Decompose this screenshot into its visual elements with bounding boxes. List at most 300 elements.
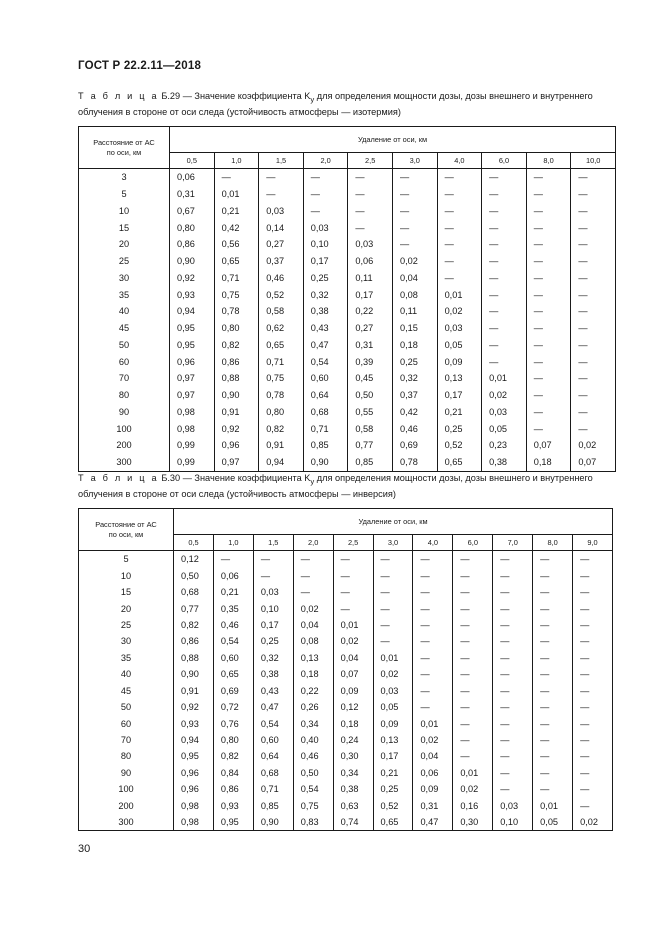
- t30-value-cell: 0,21: [213, 584, 253, 600]
- t29-row: [79, 353, 616, 370]
- t29-value-cell: —: [571, 420, 616, 437]
- t29-value-cell: 0,78: [259, 387, 304, 404]
- table-29-group-header: Удаление от оси, км: [170, 127, 616, 153]
- t30-value-cell: 0,46: [213, 617, 253, 633]
- t29-value-cell: 0,25: [303, 270, 348, 287]
- t29-value-cell: —: [526, 420, 571, 437]
- t29-value-cell: —: [571, 253, 616, 270]
- t29-value-cell: 0,02: [571, 437, 616, 454]
- t29-value-cell: 0,80: [170, 219, 215, 236]
- t30-value-cell: —: [493, 748, 533, 764]
- t30-value-cell: —: [493, 617, 533, 633]
- table-30-group-header: Удаление от оси, км: [174, 509, 613, 535]
- t29-value-cell: —: [259, 169, 304, 186]
- t30-value-cell: —: [413, 699, 453, 715]
- t30-distance-cell: 40: [79, 666, 174, 682]
- t30-value-cell: 0,06: [213, 567, 253, 583]
- t30-value-cell: —: [573, 600, 613, 616]
- t30-value-cell: 0,02: [373, 666, 413, 682]
- t29-value-cell: —: [482, 320, 527, 337]
- t30-value-cell: 0,54: [213, 633, 253, 649]
- t30-value-cell: 0,02: [453, 781, 493, 797]
- t30-value-cell: —: [573, 781, 613, 797]
- t30-row: [79, 781, 613, 797]
- table-29-row-header: [79, 127, 170, 169]
- t29-value-cell: 0,11: [348, 270, 393, 287]
- t29-value-cell: 0,69: [392, 437, 437, 454]
- t29-value-cell: —: [303, 203, 348, 220]
- t30-distance-cell: 15: [79, 584, 174, 600]
- t29-row: [79, 203, 616, 220]
- t29-distance-cell: 200: [79, 437, 170, 454]
- t30-value-cell: —: [533, 715, 573, 731]
- t30-value-cell: —: [333, 584, 373, 600]
- t30-value-cell: —: [253, 567, 293, 583]
- t30-value-cell: 0,68: [174, 584, 214, 600]
- t30-column-header: 1,5: [253, 535, 293, 551]
- t30-value-cell: —: [533, 666, 573, 682]
- t29-value-cell: 0,23: [482, 437, 527, 454]
- t29-value-cell: 0,43: [303, 320, 348, 337]
- t29-value-cell: —: [571, 353, 616, 370]
- t30-value-cell: 0,46: [293, 748, 333, 764]
- t29-value-cell: —: [482, 169, 527, 186]
- t29-value-cell: 0,98: [170, 404, 215, 421]
- table-29-caption-number: Б.29: [161, 91, 181, 101]
- t29-value-cell: —: [437, 236, 482, 253]
- t30-value-cell: 0,05: [533, 814, 573, 831]
- t29-value-cell: 0,85: [303, 437, 348, 454]
- t29-column-header: 2,5: [348, 153, 393, 169]
- t29-value-cell: 0,07: [571, 454, 616, 471]
- t30-value-cell: —: [493, 567, 533, 583]
- t30-value-cell: 0,80: [213, 732, 253, 748]
- t30-value-cell: 0,05: [373, 699, 413, 715]
- table-29-caption: [78, 90, 618, 119]
- t29-value-cell: 0,03: [303, 219, 348, 236]
- t30-value-cell: —: [453, 600, 493, 616]
- t30-value-cell: —: [533, 600, 573, 616]
- t29-row: [79, 270, 616, 287]
- t30-value-cell: 0,96: [174, 781, 214, 797]
- t29-value-cell: 0,95: [170, 337, 215, 354]
- t30-value-cell: 0,02: [293, 600, 333, 616]
- t30-distance-cell: 20: [79, 600, 174, 616]
- t29-distance-cell: 50: [79, 337, 170, 354]
- t29-value-cell: 0,97: [170, 387, 215, 404]
- t30-value-cell: 0,91: [174, 683, 214, 699]
- t30-value-cell: —: [413, 584, 453, 600]
- t29-value-cell: 0,64: [303, 387, 348, 404]
- t30-value-cell: 0,35: [213, 600, 253, 616]
- t29-distance-cell: 30: [79, 270, 170, 287]
- t29-value-cell: 0,98: [170, 420, 215, 437]
- t30-value-cell: 0,86: [213, 781, 253, 797]
- t29-value-cell: —: [437, 203, 482, 220]
- t30-value-cell: —: [413, 683, 453, 699]
- t30-distance-cell: 5: [79, 551, 174, 568]
- t29-row: [79, 387, 616, 404]
- t29-value-cell: 0,88: [214, 370, 259, 387]
- t30-value-cell: 0,85: [253, 798, 293, 814]
- t30-value-cell: —: [453, 633, 493, 649]
- t29-value-cell: —: [571, 203, 616, 220]
- t29-row: [79, 337, 616, 354]
- t30-value-cell: 0,96: [174, 765, 214, 781]
- t29-value-cell: 0,01: [437, 286, 482, 303]
- t30-value-cell: —: [533, 617, 573, 633]
- t29-value-cell: 0,27: [348, 320, 393, 337]
- t30-value-cell: 0,34: [333, 765, 373, 781]
- t30-value-cell: 0,10: [253, 600, 293, 616]
- table-29-coefficient-subscript: у: [310, 94, 315, 104]
- t30-value-cell: 0,60: [213, 650, 253, 666]
- t29-value-cell: 0,39: [348, 353, 393, 370]
- t30-value-cell: —: [573, 650, 613, 666]
- t30-value-cell: 0,16: [453, 798, 493, 814]
- t29-value-cell: 0,82: [259, 420, 304, 437]
- t30-value-cell: 0,10: [493, 814, 533, 831]
- t30-value-cell: 0,60: [253, 732, 293, 748]
- t29-value-cell: 0,71: [259, 353, 304, 370]
- table-30-caption-pre: — Значение коэффициента: [180, 473, 305, 483]
- t29-value-cell: —: [526, 303, 571, 320]
- t30-value-cell: 0,02: [333, 633, 373, 649]
- t30-value-cell: —: [453, 683, 493, 699]
- t30-value-cell: —: [533, 551, 573, 568]
- t30-value-cell: 0,30: [333, 748, 373, 764]
- t29-value-cell: 0,75: [259, 370, 304, 387]
- t30-value-cell: 0,31: [413, 798, 453, 814]
- t29-distance-cell: 90: [79, 404, 170, 421]
- t30-value-cell: —: [373, 600, 413, 616]
- t29-value-cell: 0,37: [392, 387, 437, 404]
- t29-value-cell: —: [437, 186, 482, 203]
- t29-value-cell: —: [526, 186, 571, 203]
- t30-value-cell: 0,02: [413, 732, 453, 748]
- t30-value-cell: 0,54: [253, 715, 293, 731]
- t30-row: [79, 600, 613, 616]
- t30-value-cell: —: [213, 551, 253, 568]
- t29-value-cell: 0,65: [437, 454, 482, 471]
- t30-value-cell: —: [493, 715, 533, 731]
- t29-distance-cell: 60: [79, 353, 170, 370]
- t29-value-cell: 0,31: [348, 337, 393, 354]
- t29-value-cell: —: [571, 186, 616, 203]
- t30-value-cell: 0,82: [213, 748, 253, 764]
- t30-value-cell: 0,24: [333, 732, 373, 748]
- t30-value-cell: —: [533, 683, 573, 699]
- t30-value-cell: —: [493, 584, 533, 600]
- t29-value-cell: 0,21: [214, 203, 259, 220]
- t29-row: [79, 186, 616, 203]
- t30-value-cell: —: [493, 765, 533, 781]
- t29-value-cell: —: [348, 186, 393, 203]
- t29-value-cell: —: [526, 370, 571, 387]
- t30-value-cell: 0,01: [373, 650, 413, 666]
- t30-distance-cell: 10: [79, 567, 174, 583]
- t29-value-cell: —: [437, 270, 482, 287]
- t30-row: [79, 633, 613, 649]
- t30-distance-cell: 25: [79, 617, 174, 633]
- t30-value-cell: —: [573, 584, 613, 600]
- t29-value-cell: 0,06: [170, 169, 215, 186]
- table-30-row-header: [79, 509, 174, 551]
- t30-distance-cell: 100: [79, 781, 174, 797]
- t30-value-cell: —: [413, 666, 453, 682]
- t30-row: [79, 683, 613, 699]
- t30-value-cell: 0,03: [373, 683, 413, 699]
- t30-value-cell: 0,65: [373, 814, 413, 831]
- t30-value-cell: 0,30: [453, 814, 493, 831]
- t30-value-cell: —: [293, 551, 333, 568]
- t29-value-cell: 0,03: [482, 404, 527, 421]
- t30-value-cell: 0,01: [413, 715, 453, 731]
- t29-distance-cell: 35: [79, 286, 170, 303]
- t30-distance-cell: 50: [79, 699, 174, 715]
- t29-value-cell: 0,32: [392, 370, 437, 387]
- t29-distance-cell: 100: [79, 420, 170, 437]
- t30-value-cell: 0,64: [253, 748, 293, 764]
- t29-value-cell: —: [571, 387, 616, 404]
- t29-value-cell: 0,77: [348, 437, 393, 454]
- t30-value-cell: —: [333, 567, 373, 583]
- t30-value-cell: 0,04: [413, 748, 453, 764]
- t29-value-cell: 0,14: [259, 219, 304, 236]
- t30-value-cell: —: [453, 715, 493, 731]
- t30-value-cell: 0,71: [253, 781, 293, 797]
- t29-row: [79, 420, 616, 437]
- t30-column-header: 2,5: [333, 535, 373, 551]
- t29-value-cell: 0,38: [303, 303, 348, 320]
- t29-value-cell: 0,52: [259, 286, 304, 303]
- t30-value-cell: 0,47: [253, 699, 293, 715]
- t29-value-cell: 0,10: [303, 236, 348, 253]
- table-30: [78, 508, 613, 831]
- t30-distance-cell: 35: [79, 650, 174, 666]
- t30-value-cell: 0,82: [174, 617, 214, 633]
- t29-value-cell: —: [571, 337, 616, 354]
- t29-value-cell: 0,97: [214, 454, 259, 471]
- table-30-row-header-line1: Расстояние от АС: [95, 519, 157, 529]
- table-30-row-header-line2: по оси, км: [108, 529, 144, 539]
- t30-row: [79, 666, 613, 682]
- t29-distance-cell: 5: [79, 186, 170, 203]
- t29-distance-cell: 80: [79, 387, 170, 404]
- table-29: [78, 126, 616, 472]
- t29-value-cell: 0,80: [214, 320, 259, 337]
- t29-value-cell: 0,90: [303, 454, 348, 471]
- t29-row: [79, 236, 616, 253]
- t29-value-cell: 0,05: [437, 337, 482, 354]
- t30-value-cell: 0,90: [174, 666, 214, 682]
- t30-value-cell: 0,04: [293, 617, 333, 633]
- t30-value-cell: 0,17: [253, 617, 293, 633]
- t29-value-cell: —: [571, 303, 616, 320]
- t29-row: [79, 169, 616, 186]
- table-29-row-header-line2: по оси, км: [106, 147, 142, 157]
- t29-value-cell: 0,18: [392, 337, 437, 354]
- t29-value-cell: 0,92: [214, 420, 259, 437]
- t29-value-cell: 0,91: [214, 404, 259, 421]
- t29-value-cell: —: [526, 219, 571, 236]
- t29-value-cell: —: [526, 387, 571, 404]
- t30-value-cell: 0,52: [373, 798, 413, 814]
- t29-value-cell: 0,08: [392, 286, 437, 303]
- t30-distance-cell: 80: [79, 748, 174, 764]
- t29-value-cell: 0,46: [259, 270, 304, 287]
- t29-column-header: 1,5: [259, 153, 304, 169]
- t29-value-cell: 0,09: [437, 353, 482, 370]
- t30-row: [79, 798, 613, 814]
- t29-value-cell: —: [571, 320, 616, 337]
- t29-value-cell: 0,17: [437, 387, 482, 404]
- t30-value-cell: —: [493, 633, 533, 649]
- t29-value-cell: 0,42: [392, 404, 437, 421]
- t30-value-cell: —: [533, 584, 573, 600]
- t29-value-cell: —: [214, 169, 259, 186]
- t29-value-cell: 0,47: [303, 337, 348, 354]
- t30-column-header: 2,0: [293, 535, 333, 551]
- t30-value-cell: —: [533, 781, 573, 797]
- t30-value-cell: 0,65: [213, 666, 253, 682]
- t29-value-cell: —: [526, 320, 571, 337]
- t30-value-cell: —: [493, 650, 533, 666]
- t29-column-header: 4,0: [437, 153, 482, 169]
- t29-value-cell: —: [526, 169, 571, 186]
- t30-value-cell: 0,32: [253, 650, 293, 666]
- t29-value-cell: 0,75: [214, 286, 259, 303]
- t29-value-cell: —: [526, 337, 571, 354]
- t30-distance-cell: 200: [79, 798, 174, 814]
- t29-value-cell: 0,85: [348, 454, 393, 471]
- t29-value-cell: 0,46: [392, 420, 437, 437]
- t29-value-cell: —: [348, 219, 393, 236]
- t29-value-cell: —: [571, 219, 616, 236]
- t29-value-cell: 0,65: [259, 337, 304, 354]
- t30-value-cell: —: [573, 765, 613, 781]
- t29-value-cell: 0,86: [170, 236, 215, 253]
- t30-value-cell: 0,68: [253, 765, 293, 781]
- t30-row: [79, 715, 613, 731]
- t29-column-header: 2,0: [303, 153, 348, 169]
- t30-value-cell: 0,77: [174, 600, 214, 616]
- t29-value-cell: 0,82: [214, 337, 259, 354]
- t30-distance-cell: 90: [79, 765, 174, 781]
- t30-value-cell: —: [453, 748, 493, 764]
- t30-value-cell: —: [413, 567, 453, 583]
- t30-value-cell: 0,95: [174, 748, 214, 764]
- t29-value-cell: 0,31: [170, 186, 215, 203]
- t30-value-cell: 0,40: [293, 732, 333, 748]
- t29-value-cell: 0,27: [259, 236, 304, 253]
- t30-distance-cell: 30: [79, 633, 174, 649]
- t29-value-cell: —: [482, 219, 527, 236]
- t29-value-cell: 0,32: [303, 286, 348, 303]
- t30-value-cell: —: [573, 699, 613, 715]
- t30-value-cell: —: [533, 567, 573, 583]
- t29-value-cell: 0,02: [392, 253, 437, 270]
- t30-value-cell: 0,04: [333, 650, 373, 666]
- t30-row: [79, 567, 613, 583]
- t29-value-cell: —: [348, 203, 393, 220]
- t29-row: [79, 303, 616, 320]
- t29-value-cell: 0,80: [259, 404, 304, 421]
- t29-value-cell: —: [526, 236, 571, 253]
- t30-value-cell: —: [293, 567, 333, 583]
- t29-value-cell: 0,02: [482, 387, 527, 404]
- t29-value-cell: 0,52: [437, 437, 482, 454]
- t29-value-cell: —: [526, 353, 571, 370]
- t30-value-cell: —: [453, 551, 493, 568]
- t30-value-cell: 0,88: [174, 650, 214, 666]
- t30-value-cell: —: [373, 551, 413, 568]
- t30-value-cell: 0,03: [253, 584, 293, 600]
- t30-row: [79, 617, 613, 633]
- t30-value-cell: 0,47: [413, 814, 453, 831]
- t30-value-cell: —: [453, 584, 493, 600]
- t30-value-cell: —: [493, 699, 533, 715]
- t29-value-cell: 0,02: [437, 303, 482, 320]
- t30-value-cell: —: [573, 567, 613, 583]
- t30-distance-cell: 60: [79, 715, 174, 731]
- t30-value-cell: —: [453, 617, 493, 633]
- t29-value-cell: 0,99: [170, 437, 215, 454]
- t30-value-cell: 0,03: [493, 798, 533, 814]
- t30-value-cell: 0,21: [373, 765, 413, 781]
- t29-column-header: 8,0: [526, 153, 571, 169]
- t29-value-cell: 0,96: [214, 437, 259, 454]
- t29-value-cell: —: [392, 236, 437, 253]
- t30-value-cell: 0,92: [174, 699, 214, 715]
- t30-value-cell: 0,72: [213, 699, 253, 715]
- t29-value-cell: —: [526, 404, 571, 421]
- t30-value-cell: —: [533, 633, 573, 649]
- t30-column-header: 0,5: [174, 535, 214, 551]
- t30-value-cell: —: [373, 567, 413, 583]
- t29-value-cell: —: [526, 270, 571, 287]
- t29-value-cell: —: [437, 253, 482, 270]
- t30-value-cell: —: [493, 781, 533, 797]
- t30-column-header: 7,0: [493, 535, 533, 551]
- t29-value-cell: 0,17: [303, 253, 348, 270]
- t30-value-cell: 0,08: [293, 633, 333, 649]
- t29-distance-cell: 25: [79, 253, 170, 270]
- t30-column-header: 4,0: [413, 535, 453, 551]
- t29-value-cell: —: [526, 203, 571, 220]
- t29-value-cell: 0,93: [170, 286, 215, 303]
- t30-value-cell: 0,13: [373, 732, 413, 748]
- t30-value-cell: —: [253, 551, 293, 568]
- t30-distance-cell: 300: [79, 814, 174, 831]
- t29-value-cell: 0,71: [214, 270, 259, 287]
- t29-value-cell: —: [526, 286, 571, 303]
- t29-value-cell: 0,71: [303, 420, 348, 437]
- t30-value-cell: —: [573, 748, 613, 764]
- t30-value-cell: —: [373, 584, 413, 600]
- t30-value-cell: 0,09: [333, 683, 373, 699]
- t30-value-cell: 0,98: [174, 798, 214, 814]
- t30-value-cell: 0,12: [174, 551, 214, 568]
- t30-value-cell: —: [333, 600, 373, 616]
- t30-value-cell: —: [413, 551, 453, 568]
- t30-value-cell: —: [493, 600, 533, 616]
- t29-value-cell: —: [482, 236, 527, 253]
- t29-distance-cell: 70: [79, 370, 170, 387]
- t29-value-cell: —: [348, 169, 393, 186]
- t29-row: [79, 370, 616, 387]
- t30-column-header: 9,0: [573, 535, 613, 551]
